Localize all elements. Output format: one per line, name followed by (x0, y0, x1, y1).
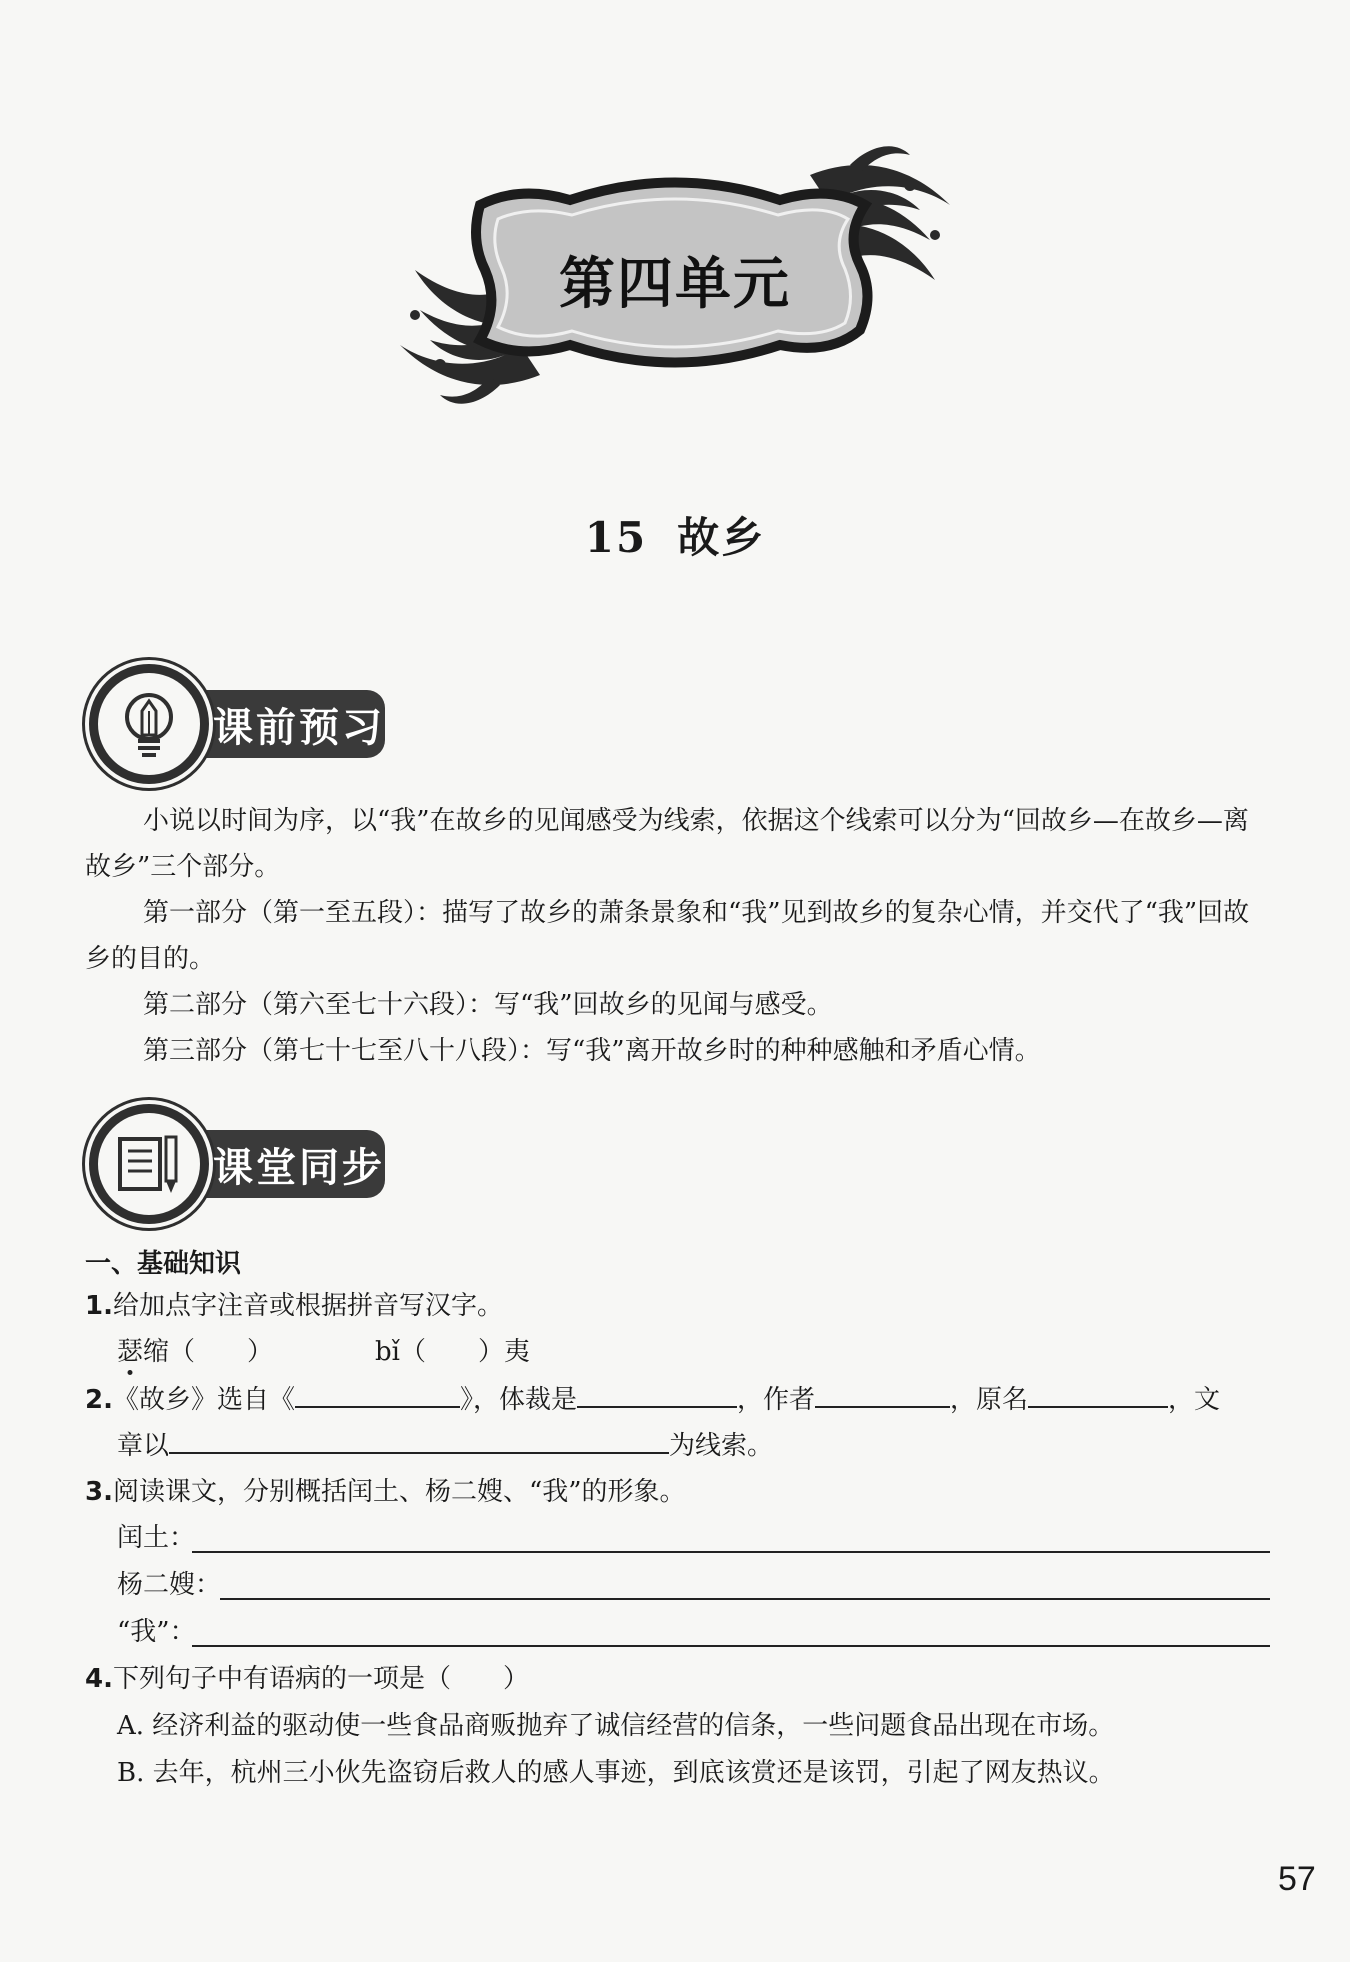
option-a: A. 经济利益的驱动使一些食品商贩抛弃了诚信经营的信条，一些问题食品出现在市场。 (117, 1711, 1115, 1741)
q1-item-2: bǐ（ ）夷 (375, 1337, 530, 1367)
question-text: 为线索。 (669, 1431, 774, 1461)
question-text: 给加点字注音或根据拼音写汉字。 (112, 1291, 503, 1321)
answer-label-wo: “我”： (117, 1617, 196, 1647)
paragraph: 第一部分（第一至五段）：描写了故乡的萧条景象和“我”见到故乡的复杂心情，并交代了“我”回故乡的目的。 (85, 898, 1250, 974)
sync-section-header (85, 1100, 405, 1225)
answer-blank-source[interactable] (295, 1376, 460, 1408)
answer-line-runtu[interactable] (192, 1551, 1270, 1553)
answer-label-yangersao: 杨二嫂： (117, 1570, 222, 1600)
answer-blank-author[interactable] (815, 1376, 950, 1408)
section-heading: 课前预习 (213, 705, 385, 751)
question-number: 3. (85, 1477, 113, 1507)
question-1 (85, 1283, 503, 1329)
section-title: 一、基础知识 (85, 1249, 242, 1279)
page-number: 57 (1278, 1860, 1316, 1898)
option-b: B. 去年，杭州三小伙先盗窃后救人的感人事迹，到底该赏还是该罚，引起了网友热议。 (117, 1758, 1115, 1788)
question-2-continued (117, 1422, 773, 1469)
lesson-name: 故乡 (677, 513, 766, 562)
section-heading: 课堂同步 (213, 1145, 385, 1191)
question-text: 》，体裁是 (459, 1385, 577, 1415)
question-text: ，文 (1168, 1385, 1221, 1415)
lesson-number: 15 (584, 513, 648, 562)
preview-text (85, 798, 1270, 1074)
dotted-character: 瑟 (117, 1337, 144, 1367)
question-text: 下列句子中有语病的一项是（ ） (112, 1664, 529, 1694)
lightbulb-pencil-icon (114, 689, 184, 759)
lesson-title (0, 505, 1350, 565)
paragraph: 第三部分（第七十七至八十八段）：写“我”离开故乡时的种种感触和矛盾心情。 (143, 1036, 1041, 1066)
question-text: ，原名 (950, 1385, 1029, 1415)
answer-blank-clue[interactable] (169, 1422, 669, 1454)
section-badge (85, 1100, 213, 1228)
question-text: 章以 (117, 1431, 170, 1461)
question-3 (85, 1469, 686, 1515)
answer-label-runtu: 闰土： (117, 1523, 196, 1553)
notebook-pencil-icon (114, 1129, 184, 1199)
question-number: 4. (85, 1664, 113, 1694)
q1-item-text: 缩（ ） (143, 1337, 274, 1367)
question-text: 《故乡》选自《 (112, 1385, 295, 1415)
q1-item-1 (117, 1329, 273, 1375)
section-badge (85, 660, 213, 788)
answer-line-yangersao[interactable] (220, 1598, 1270, 1600)
answer-blank-original-name[interactable] (1028, 1376, 1168, 1408)
paragraph: 第二部分（第六至七十六段）：写“我”回故乡的见闻与感受。 (143, 990, 833, 1020)
question-text: 阅读课文，分别概括闰土、杨二嫂、“我”的形象。 (112, 1477, 686, 1507)
unit-title: 第四单元 (559, 252, 791, 317)
question-number: 1. (85, 1291, 113, 1321)
answer-line-wo[interactable] (192, 1645, 1270, 1647)
question-number: 2. (85, 1385, 113, 1415)
question-4 (85, 1656, 529, 1702)
question-text: ，作者 (737, 1385, 816, 1415)
unit-banner (390, 145, 965, 435)
answer-blank-genre[interactable] (577, 1376, 737, 1408)
preview-section-header (85, 660, 405, 785)
question-2 (85, 1376, 1220, 1423)
paragraph: 小说以时间为序，以“我”在故乡的见闻感受为线索，依据这个线索可以分为“回故乡—在故乡—离故乡”三个部分。 (85, 806, 1249, 882)
